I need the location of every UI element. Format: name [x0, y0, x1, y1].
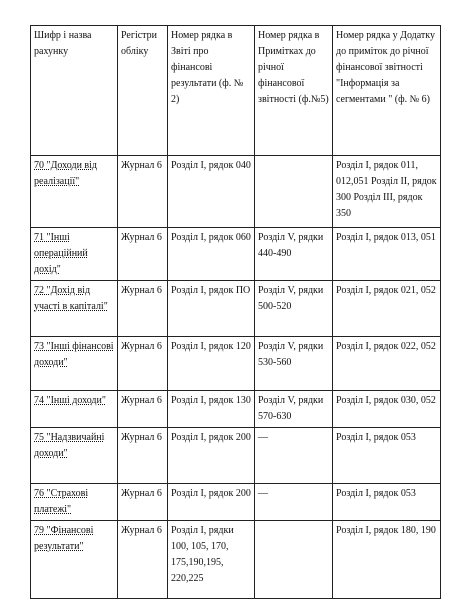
form6-cell: Розділ І, рядок 030, 052: [333, 391, 441, 428]
account-cell: 75 "Надзвичайні доходи": [31, 428, 118, 484]
accounts-table: [30, 25, 441, 599]
account-cell: 73 "Інші фінансові доходи": [31, 337, 118, 391]
form2-cell: Розділ І, рядок 040: [168, 156, 255, 228]
form2-cell: Розділ І, рядок 130: [168, 391, 255, 428]
form5-cell: [255, 521, 333, 599]
account-cell: 71 "Інші операційний дохід": [31, 228, 118, 281]
table-header-row: [31, 26, 441, 156]
form5-cell: Розділ V, рядки 570-630: [255, 391, 333, 428]
register-cell: Журнал 6: [118, 228, 168, 281]
table-row: [31, 228, 441, 281]
form2-cell: Розділ І, рядки 100, 105, 170, 175,190,195, 220,225: [168, 521, 255, 599]
form5-cell: Розділ V, рядки 440-490: [255, 228, 333, 281]
register-cell: Журнал 6: [118, 521, 168, 599]
table-row: [31, 156, 441, 228]
form5-cell: Розділ V, рядки 530-560: [255, 337, 333, 391]
register-cell: Журнал 6: [118, 484, 168, 521]
register-cell: Журнал 6: [118, 428, 168, 484]
register-cell: Журнал 6: [118, 156, 168, 228]
table-row: [31, 281, 441, 337]
account-cell: 70 "Доходи від реалізації": [31, 156, 118, 228]
account-cell: 76 "Страхові платежі": [31, 484, 118, 521]
form2-cell: Розділ І, рядок 120: [168, 337, 255, 391]
table-row: [31, 337, 441, 391]
form2-cell: Розділ І, рядок ПО: [168, 281, 255, 337]
account-cell: 72 "Дохід від участі в капіталі": [31, 281, 118, 337]
account-cell: 74 "Інші доходи": [31, 391, 118, 428]
table-row: [31, 521, 441, 599]
form6-cell: Розділ І, рядок 013, 051: [333, 228, 441, 281]
form6-cell: Розділ І, рядок 021, 052: [333, 281, 441, 337]
table-row: [31, 391, 441, 428]
form6-cell: Розділ І, рядок 053: [333, 428, 441, 484]
header-cell-account: Шифр і назва рахунку: [31, 26, 118, 156]
account-cell: 79 "Фінансові результати": [31, 521, 118, 599]
form2-cell: Розділ І, рядок 060: [168, 228, 255, 281]
header-cell-form6: Номер рядка у Додатку до приміток до річної фінансової звітності "Інформація за сегментами " (ф. № 6): [333, 26, 441, 156]
form6-cell: Розділ І, рядок 180, 190: [333, 521, 441, 599]
register-cell: Журнал 6: [118, 391, 168, 428]
header-cell-registers: Регістри обліку: [118, 26, 168, 156]
form6-cell: Розділ І, рядок 011, 012,051 Розділ II, рядок 300 Розділ III, рядок 350: [333, 156, 441, 228]
table-row: [31, 428, 441, 484]
register-cell: Журнал 6: [118, 337, 168, 391]
form5-cell: [255, 156, 333, 228]
form5-cell: Розділ V, рядки 500-520: [255, 281, 333, 337]
form2-cell: Розділ І, рядок 200: [168, 428, 255, 484]
form2-cell: Розділ І, рядок 200: [168, 484, 255, 521]
form6-cell: Розділ І, рядок 053: [333, 484, 441, 521]
form6-cell: Розділ І, рядок 022, 052: [333, 337, 441, 391]
table-row: [31, 484, 441, 521]
form5-cell: —: [255, 428, 333, 484]
header-cell-form2: Номер рядка в Звіті про фінансові результати (ф. № 2): [168, 26, 255, 156]
header-cell-form5: Номер рядка в Примітках до річної фінансової звітності (ф.№5): [255, 26, 333, 156]
form5-cell: —: [255, 484, 333, 521]
register-cell: Журнал 6: [118, 281, 168, 337]
